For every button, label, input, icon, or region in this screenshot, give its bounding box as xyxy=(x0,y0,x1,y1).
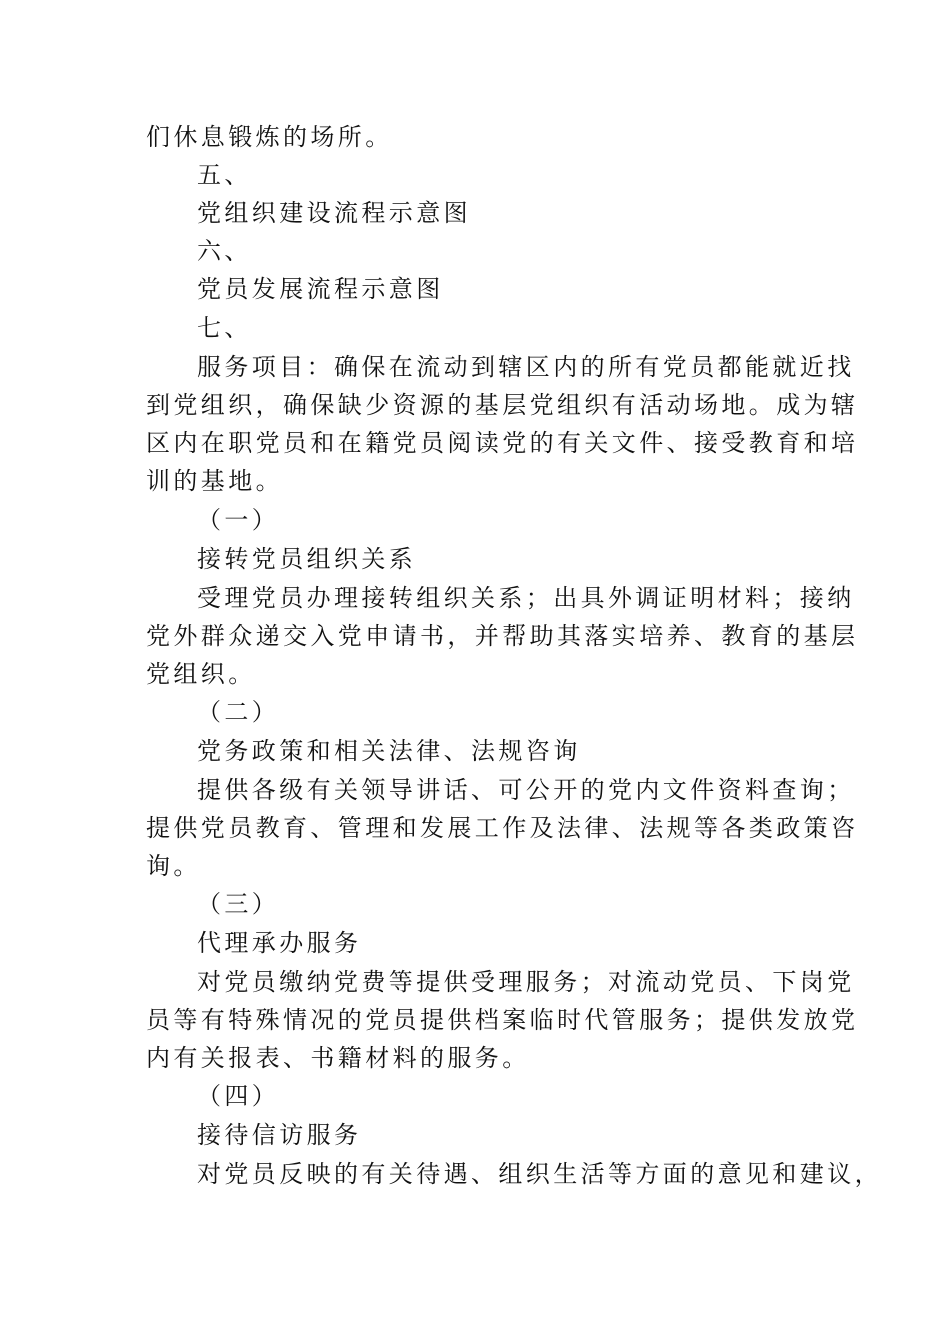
paragraph-line: 提供各级有关领导讲话、可公开的党内文件资料查询； xyxy=(197,776,855,804)
subsection-number: （四） xyxy=(197,1082,280,1110)
subsection-heading: 接待信访服务 xyxy=(197,1121,362,1149)
subsection-number: （一） xyxy=(197,506,280,534)
subsection-heading: 代理承办服务 xyxy=(197,929,362,957)
section-number: 六、 xyxy=(197,237,252,265)
paragraph-line: 党组织。 xyxy=(146,660,256,688)
paragraph-line: 们休息锻炼的场所。 xyxy=(146,123,393,151)
subsection-heading: 党务政策和相关法律、法规咨询 xyxy=(197,737,581,765)
paragraph-line: 对党员反映的有关待遇、组织生活等方面的意见和建议， xyxy=(197,1160,882,1188)
paragraph-line: 党外群众递交入党申请书，并帮助其落实培养、教育的基层 xyxy=(146,622,859,650)
section-heading: 党组织建设流程示意图 xyxy=(197,199,471,227)
paragraph-line: 员等有特殊情况的党员提供档案临时代管服务；提供发放党 xyxy=(146,1006,859,1034)
section-number: 五、 xyxy=(197,161,252,189)
paragraph-line: 区内在职党员和在籍党员阅读党的有关文件、接受教育和培 xyxy=(146,429,859,457)
paragraph-line: 对党员缴纳党费等提供受理服务；对流动党员、下岗党 xyxy=(197,968,855,996)
paragraph-line: 询。 xyxy=(146,852,201,880)
paragraph-line: 受理党员办理接转组织关系；出具外调证明材料；接纳 xyxy=(197,584,855,612)
section-number: 七、 xyxy=(197,314,252,342)
paragraph-line: 训的基地。 xyxy=(146,467,283,495)
paragraph-line: 服务项目：确保在流动到辖区内的所有党员都能就近找 xyxy=(197,353,855,381)
paragraph-line: 内有关报表、书籍材料的服务。 xyxy=(146,1044,530,1072)
section-heading: 党员发展流程示意图 xyxy=(197,275,444,303)
subsection-heading: 接转党员组织关系 xyxy=(197,545,417,573)
subsection-number: （三） xyxy=(197,890,280,918)
paragraph-line: 提供党员教育、管理和发展工作及法律、法规等各类政策咨 xyxy=(146,814,859,842)
subsection-number: （二） xyxy=(197,698,280,726)
paragraph-line: 到党组织，确保缺少资源的基层党组织有活动场地。成为辖 xyxy=(146,391,859,419)
